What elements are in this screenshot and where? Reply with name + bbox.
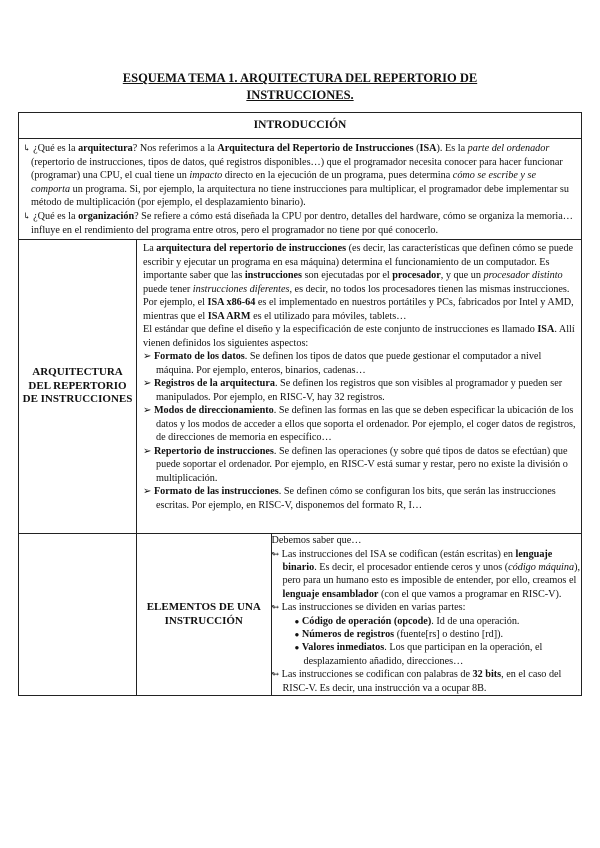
architecture-row-label: ARQUITECTURA DEL REPERTORIO DE INSTRUCCIONES (19, 240, 137, 534)
arrow-bullet-icon: ➢ (143, 405, 152, 417)
intro-question-organization: ↳ ¿Qué es la organización? Se refiere a cómo está diseñada la CPU por dentro, detalles del hardware, cómo se organiza la memoria… influye en el rendimiento del programa entre otros, pero el programador no tiene por qué conocerlo. (23, 210, 573, 236)
curved-arrow-icon: ↬ (271, 548, 280, 559)
list-item: ➢ Registros de la arquitectura. Se definen los registros que son visibles al programador y pueden ser manipulados. Por ejemplo, en RISC-V, hay 32 registros. (143, 378, 563, 403)
elements-table (137, 534, 581, 695)
bullet-dot-icon: ● (294, 643, 300, 653)
curved-arrow-icon: ↬ (271, 669, 280, 680)
corner-arrow-icon: ↳ (23, 143, 31, 153)
intro-question-architecture: ↳ ¿Qué es la arquitectura? Nos referimos a la Arquitectura del Repertorio de Instrucciones (ISA). Es la parte del ordenador (repertorio de instrucciones, tipos de datos, qué registros disponibles…) que el programador necesita conocer para hacer funcionar (programar) una CPU, el cual tiene un impacto directo en la ejecución de un programa, pues determina cómo se escribe y se comporta un programa. Si, por ejemplo, la arquitectura no tiene instrucciones para multiplicar, el programador debe implementar su método de multiplicación (por ejemplo, el desplazamiento binario). (23, 143, 569, 209)
outline-table (18, 112, 582, 696)
architecture-paragraph: La arquitectura del repertorio de instrucciones (es decir, las características que definen cómo se puede escribir y ejecutar un programa en esa máquina) determina el funcionamiento de un computador. Es importante saber que las instrucciones son ejecutadas por el procesador, y que un procesador distinto puede tener instrucciones diferentes, es decir, no todos los procesadores tienen las mismas instrucciones. Por ejemplo, el ISA x86-64 es el implementado en nuestros portátiles y PCs, fabricados por Intel y AMD, mientras que el ISA ARM es el utilizado para móviles, tablets… (143, 243, 574, 322)
word-size-bullet: ↬ Las instrucciones se codifican con palabras de 32 bits, en el caso del RISC-V. Es decir, una instrucción va a ocupar 8B. (271, 669, 562, 694)
bullet-dot-icon: ● (294, 630, 300, 639)
list-item: ➢ Repertorio de instrucciones. Se definen las operaciones (y sobre qué tipos de datos se efectúan) que puede soportar el ordenador. Por ejemplo, en RISC-V está sumar y restar, pero no existe la división o multiplicación. (143, 445, 568, 484)
architecture-description (137, 240, 582, 534)
list-item: ➢ Formato de los datos. Se definen los tipos de datos que puede gestionar el computador a nivel máquina. Por ejemplo, enteros, binarios, cadenas… (143, 351, 542, 376)
list-item: ● Valores inmediatos. Los que participan en la operación, el desplazamiento añadido, direcciones… (294, 642, 543, 667)
instruction-parts-bullet: ↬ Las instrucciones se dividen en varias partes: (271, 602, 466, 614)
curved-arrow-icon: ↬ (271, 602, 280, 613)
list-item: ➢ Formato de las instrucciones. Se definen cómo se configuran los bits, que serán las instrucciones escritas. Por ejemplo, en RISC-V, disponemos del formato R, I… (143, 486, 556, 511)
binary-language-bullet: ↬ Las instrucciones del ISA se codifican (están escritas) en lenguaje binario. Es decir, el procesador entiende ceros y unos (código máquina), pero para un humano esto es imposible de entender, por ello, creamos el lenguaje ensamblador (con el que vamos a programar en RISC-V). (271, 548, 581, 600)
corner-arrow-icon: ↳ (23, 210, 31, 221)
list-item: ➢ Modos de direccionamiento. Se definen las formas en las que se deben especificar la ubicación de los datos y los modos de acceder a ellos que soporta el ordenador. Por ejemplo, el coger datos de registros, de direcciones de memoria en específico… (143, 405, 576, 444)
bullet-dot-icon: ● (294, 616, 300, 626)
arrow-bullet-icon: ➢ (143, 486, 152, 498)
arrow-bullet-icon: ➢ (143, 378, 152, 390)
elements-intro: Debemos saber que… (271, 535, 362, 547)
arrow-bullet-icon: ➢ (143, 445, 152, 457)
list-item: ● Números de registros (fuente[rs] o destino [rd]). (294, 629, 504, 640)
isa-standard-paragraph: El estándar que define el diseño y la especificación de este conjunto de instrucciones es llamado ISA. Allí vienen definidos los siguientes aspectos: (143, 324, 575, 349)
document-title-line-1: ESQUEMA TEMA 1. ARQUITECTURA DEL REPERTORIO DE (122, 71, 478, 85)
elements-row-label: ELEMENTOS DE UNA INSTRUCCIÓN (137, 534, 271, 695)
document-title (60, 70, 540, 104)
intro-heading: INTRODUCCIÓN (19, 113, 582, 139)
empty-left-cell (19, 534, 137, 696)
document-title-line-2: INSTRUCCIONES. (246, 88, 354, 102)
elements-container (137, 534, 582, 696)
isa-aspects-list (143, 350, 577, 512)
list-item: ● Código de operación (opcode). Id de una operación. (294, 615, 520, 627)
intro-section (19, 139, 582, 240)
arrow-bullet-icon: ➢ (143, 351, 152, 363)
elements-description (271, 534, 581, 695)
